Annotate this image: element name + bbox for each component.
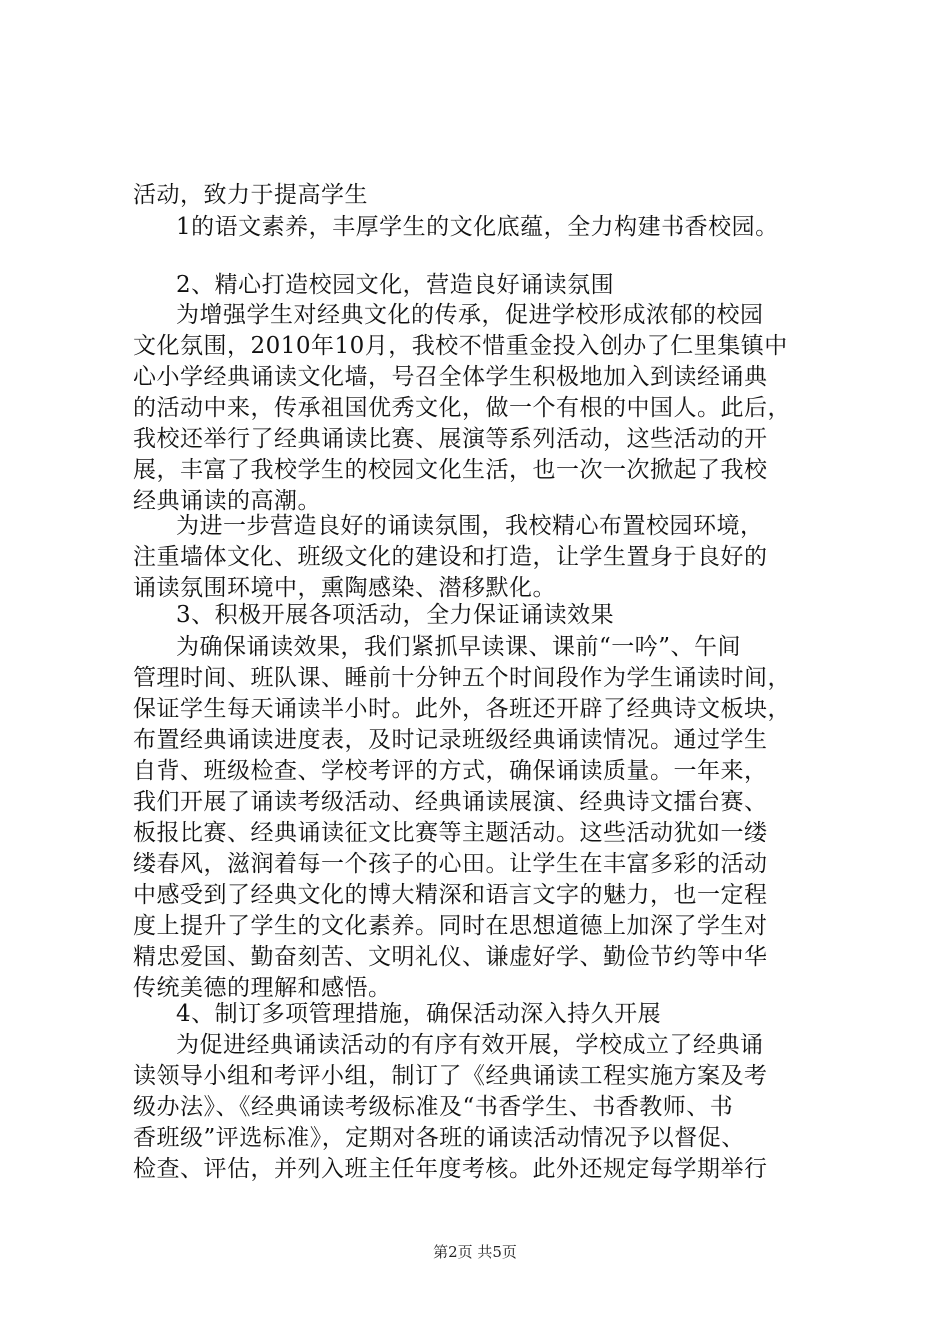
text-line: 我们开展了诵读考级活动、经典诵读展演、经典诗文擂台赛、 [133,789,768,815]
section-heading: 4、制订多项管理措施，确保活动深入持久开展 [176,1001,662,1027]
text-line: 为促进经典诵读活动的有序有效开展，学校成立了经典诵 [176,1032,764,1058]
text-line: 中感受到了经典文化的博大精深和语言文字的魅力，也一定程 [133,882,768,908]
text-line: 检查、评估，并列入班主任年度考核。此外还规定每学期举行 [133,1156,768,1182]
text-line: 板报比赛、经典诵读征文比赛等主题活动。这些活动犹如一缕 [133,820,768,846]
text-line: 传统美德的理解和感悟。 [133,975,392,1001]
page-number-footer: 第2页 共5页 [433,1243,517,1261]
text-line: 读领导小组和考评小组，制订了《经典诵读工程实施方案及考 [133,1063,768,1089]
text-line: 展，丰富了我校学生的校园文化生活，也一次一次掀起了我校 [133,457,768,483]
text-line: 诵读氛围环境中，熏陶感染、潜移默化。 [133,575,556,601]
text-line: 管理时间、班队课、睡前十分钟五个时间段作为学生诵读时间， [133,665,791,691]
text-line: 精忠爱国、勤奋刻苦、文明礼仪、谦虚好学、勤俭节约等中华 [133,944,768,970]
text-line: 自背、班级检查、学校考评的方式，确保诵读质量。一年来， [133,758,768,784]
text-line: 活动，致力于提高学生 [133,182,368,208]
text-line: 为进一步营造良好的诵读氛围，我校精心布置校园环境， [176,513,764,539]
text-line: 1的语文素养，丰厚学生的文化底蕴，全力构建书香校园。 [176,214,779,240]
text-line: 香班级”评选标准》，定期对各班的诵读活动情况予以督促、 [133,1125,745,1151]
text-line: 缕春风，滋润着每一个孩子的心田。让学生在丰富多彩的活动 [133,851,768,877]
section-heading: 3、积极开展各项活动，全力保证诵读效果 [176,602,615,628]
text-line: 的活动中来，传承祖国优秀文化，做一个有根的中国人。此后， [133,395,791,421]
text-line: 我校还举行了经典诵读比赛、展演等系列活动，这些活动的开 [133,426,768,452]
text-line: 文化氛围，2010年10月，我校不惜重金投入创办了仁里集镇中 [133,333,788,359]
text-line: 注重墙体文化、班级文化的建设和打造，让学生置身于良好的 [133,544,768,570]
text-line: 为增强学生对经典文化的传承，促进学校形成浓郁的校园 [176,302,764,328]
text-line: 布置经典诵读进度表，及时记录班级经典诵读情况。通过学生 [133,727,768,753]
text-line: 心小学经典诵读文化墙，号召全体学生积极地加入到读经诵典 [133,364,768,390]
text-line: 级办法》、《经典诵读考级标准及“书香学生、书香教师、书 [133,1094,734,1120]
text-line: 保证学生每天诵读半小时。此外，各班还开辟了经典诗文板块， [133,696,791,722]
text-line: 度上提升了学生的文化素养。同时在思想道德上加深了学生对 [133,913,768,939]
section-heading: 2、精心打造校园文化，营造良好诵读氛围 [176,272,615,298]
text-line: 为确保诵读效果，我们紧抓早读课、课前“一吟”、午间 [176,634,742,660]
text-line: 经典诵读的高潮。 [133,488,321,514]
